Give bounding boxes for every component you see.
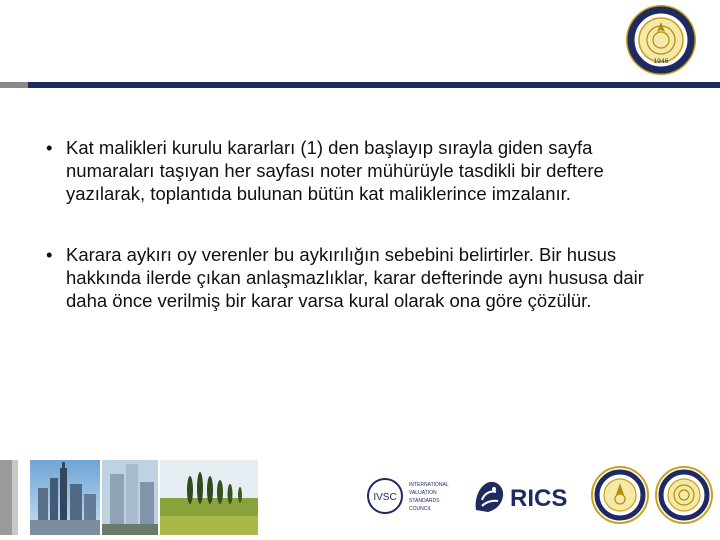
header-rule [0,82,720,88]
city-skyline-photo [30,460,100,535]
cypress-field-photo [160,460,258,535]
seal-year: 1946 [653,58,669,65]
bullet-text: Karara aykırı oy verenler bu aykırılığın sebebini belirtirler. Bir husus hakkında ilerde çıkan anlaşmazlıklar, karar defterinde aynı hususa dair daha önce verilmiş bir karar varsa kural olarak ona göre çözülür. [66,244,644,311]
rics-logo [470,474,582,518]
bullet-marker: • [46,244,53,265]
footer-bar-grey [0,460,12,535]
rics-lion-icon [476,482,503,512]
footer-bar-light [12,460,18,535]
ivsc-line-2: VALUATION [409,490,437,496]
header-rule-grey [0,82,28,88]
ivsc-line-3: STANDARDS [409,498,440,504]
bullet-item [40,136,650,205]
bullet-item [40,243,650,312]
bullet-list [40,136,650,350]
university-seal-icon [654,465,714,525]
bullet-marker: • [46,137,53,158]
header-rule-navy [28,82,720,88]
bullet-text: Kat malikleri kurulu kararları (1) den başlayıp sırayla giden sayfa numaraları taşıyan her sayfası noter mühürüyle tasdikli bir deftere yazılarak, toplantıda bulunan bütün kat maliklerince imzalanır. [66,137,604,204]
ivsc-line-4: COUNCIL [409,506,432,512]
towers-photo [102,460,158,535]
university-seal-icon [625,4,697,76]
ivsc-line-1: INTERNATIONAL [409,482,449,488]
faculty-seal-icon [590,465,650,525]
ivsc-abbr: IVSC [373,492,397,503]
ivsc-logo-icon [365,476,465,516]
rics-wordmark: RICS [510,485,568,512]
